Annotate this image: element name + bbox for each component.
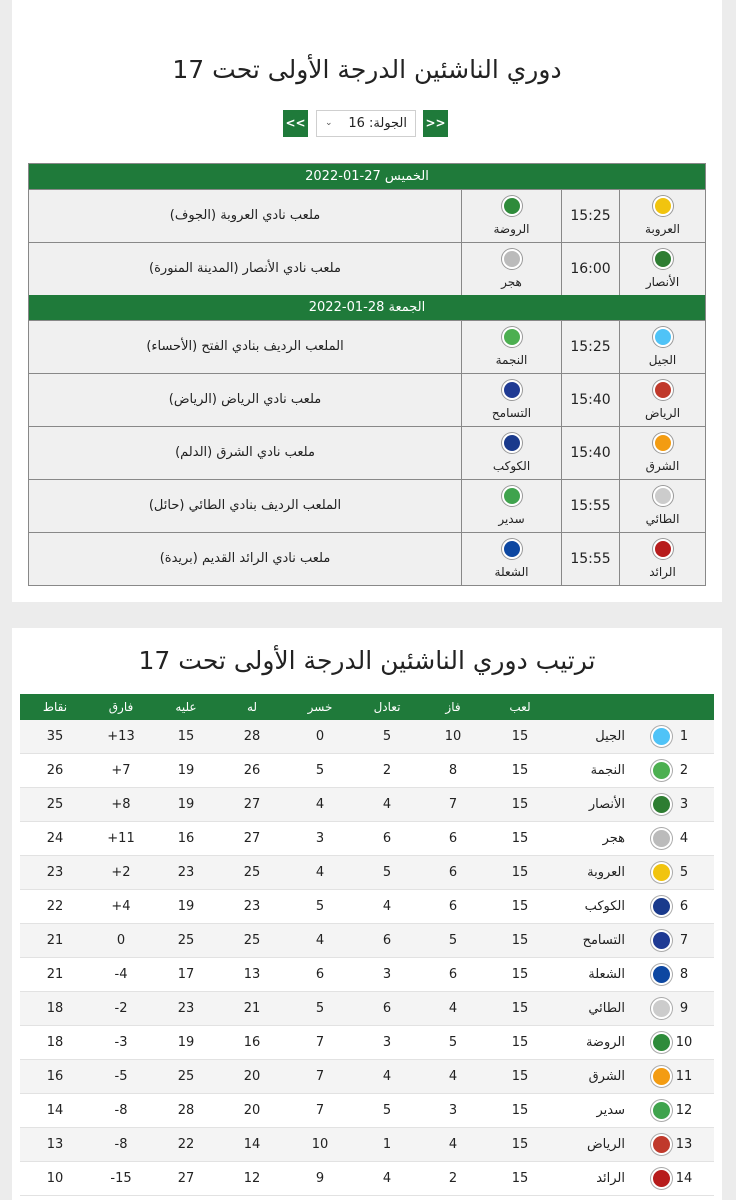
lost: 5 <box>315 763 325 778</box>
position: 4 <box>679 831 689 846</box>
played: 15 <box>511 1137 529 1152</box>
standings-card <box>12 628 722 1200</box>
position: 7 <box>679 933 689 948</box>
away-team-cell[interactable] <box>461 190 561 242</box>
points: 24 <box>46 831 64 846</box>
played: 15 <box>511 899 529 914</box>
lost: 7 <box>315 1035 325 1050</box>
home-team-logo <box>653 486 673 506</box>
home-team-name: الشرق <box>645 459 680 473</box>
away-team-cell[interactable] <box>461 321 561 373</box>
match-row[interactable] <box>29 373 705 426</box>
team-logo <box>651 964 672 985</box>
goals-against: 16 <box>177 831 195 846</box>
position: 8 <box>679 967 689 982</box>
standings-row[interactable] <box>20 856 714 890</box>
away-team-cell[interactable] <box>461 427 561 479</box>
won: 6 <box>448 899 458 914</box>
team-name[interactable]: التسامح <box>582 933 625 948</box>
goals-for: 16 <box>243 1035 261 1050</box>
position: 1 <box>679 729 689 744</box>
team-logo <box>651 1032 672 1053</box>
fixture-date-row: الجمعة 28-01-2022 <box>29 295 705 320</box>
header-points: نقاط <box>42 700 68 714</box>
away-team-cell[interactable] <box>461 374 561 426</box>
played: 15 <box>511 967 529 982</box>
team-name[interactable]: الروضة <box>585 1035 625 1050</box>
goals-against: 19 <box>177 899 195 914</box>
home-team-logo <box>653 433 673 453</box>
header-won: فاز <box>445 700 461 714</box>
away-team-name: الشعلة <box>494 565 529 579</box>
away-team-name: سدير <box>498 512 525 526</box>
drawn: 6 <box>382 1001 392 1016</box>
goal-difference: +8 <box>111 797 131 812</box>
lost: 5 <box>315 1001 325 1016</box>
goal-difference: +7 <box>111 763 131 778</box>
standings-row[interactable] <box>20 1128 714 1162</box>
goals-for: 26 <box>243 763 261 778</box>
team-name[interactable]: الطائي <box>588 1001 625 1016</box>
header-drawn: تعادل <box>373 700 401 714</box>
drawn: 6 <box>382 831 392 846</box>
lost: 4 <box>315 933 325 948</box>
match-venue: الملعب الرديف بنادي الفتح (الأحساء) <box>146 339 344 354</box>
goal-difference: -15 <box>110 1171 132 1186</box>
standings-title: ترتيب دوري الناشئين الدرجة الأولى تحت 17 <box>138 646 596 675</box>
drawn: 4 <box>382 797 392 812</box>
away-team-logo <box>502 196 522 216</box>
position: 6 <box>679 899 689 914</box>
lost: 4 <box>315 797 325 812</box>
played: 15 <box>511 763 529 778</box>
chevron-down-icon: ⌄ <box>325 118 333 128</box>
won: 7 <box>448 797 458 812</box>
team-name[interactable]: الرياض <box>586 1137 625 1152</box>
match-row[interactable] <box>29 242 705 295</box>
won: 4 <box>448 1001 458 1016</box>
position: 12 <box>675 1103 693 1118</box>
round-selector-bar <box>12 110 722 138</box>
drawn: 5 <box>382 865 392 880</box>
home-team-cell[interactable] <box>619 533 705 585</box>
match-venue: ملعب نادي الشرق (الدلم) <box>175 445 315 460</box>
away-team-name: التسامح <box>491 406 532 420</box>
team-name[interactable]: النجمة <box>590 763 625 778</box>
goal-difference: -4 <box>114 967 128 982</box>
points: 13 <box>46 1137 64 1152</box>
goals-for: 27 <box>243 797 261 812</box>
played: 15 <box>511 1069 529 1084</box>
drawn: 4 <box>382 1171 392 1186</box>
goals-for: 20 <box>243 1069 261 1084</box>
header-lost: خسر <box>307 700 333 714</box>
position: 2 <box>679 763 689 778</box>
home-team-name: العروبة <box>645 222 680 236</box>
goals-against: 19 <box>177 1035 195 1050</box>
match-row[interactable] <box>29 189 705 242</box>
away-team-cell[interactable] <box>461 480 561 532</box>
goals-for: 23 <box>243 899 261 914</box>
team-name[interactable]: العروبة <box>587 865 625 880</box>
standings-row[interactable] <box>20 720 714 754</box>
home-team-name: الأنصار <box>645 275 680 289</box>
standings-row[interactable] <box>20 1060 714 1094</box>
team-logo <box>651 1066 672 1087</box>
standings-row[interactable] <box>20 754 714 788</box>
goals-for: 12 <box>243 1171 261 1186</box>
won: 6 <box>448 865 458 880</box>
goals-against: 25 <box>177 933 195 948</box>
standings-row[interactable] <box>20 822 714 856</box>
fixtures-title: دوري الناشئين الدرجة الأولى تحت 17 <box>172 55 562 84</box>
team-name[interactable]: الرائد <box>596 1171 625 1186</box>
home-team-logo <box>653 327 673 347</box>
position: 13 <box>675 1137 693 1152</box>
away-team-name: الكوكب <box>492 459 531 473</box>
played: 15 <box>511 831 529 846</box>
goals-against: 15 <box>177 729 195 744</box>
match-time: 15:55 <box>561 480 619 532</box>
played: 15 <box>511 865 529 880</box>
team-logo <box>651 760 672 781</box>
team-logo <box>651 1168 672 1189</box>
drawn: 5 <box>382 1103 392 1118</box>
standings-row[interactable] <box>20 992 714 1026</box>
home-team-cell[interactable] <box>619 190 705 242</box>
home-team-logo <box>653 196 673 216</box>
team-name[interactable]: هجر <box>602 831 625 846</box>
home-team-name: الرياض <box>644 406 681 420</box>
drawn: 6 <box>382 933 392 948</box>
lost: 4 <box>315 865 325 880</box>
match-venue: الملعب الرديف بنادي الطائي (حائل) <box>148 498 342 513</box>
points: 25 <box>46 797 64 812</box>
won: 6 <box>448 967 458 982</box>
team-logo <box>651 930 672 951</box>
away-team-logo <box>502 539 522 559</box>
team-logo <box>651 794 672 815</box>
goals-for: 25 <box>243 865 261 880</box>
goal-difference: -8 <box>114 1137 128 1152</box>
goal-difference: -5 <box>114 1069 128 1084</box>
lost: 3 <box>315 831 325 846</box>
goal-difference: +13 <box>107 729 135 744</box>
team-name[interactable]: الكوكب <box>584 899 625 914</box>
match-time: 15:25 <box>561 321 619 373</box>
goal-difference: -8 <box>114 1103 128 1118</box>
goals-for: 21 <box>243 1001 261 1016</box>
round-select-label: الجولة: 16 <box>348 116 407 131</box>
played: 15 <box>511 729 529 744</box>
header-goals-against: عليه <box>175 700 197 714</box>
points: 14 <box>46 1103 64 1118</box>
match-venue: ملعب نادي الرائد القديم (بريدة) <box>159 551 331 566</box>
won: 6 <box>448 831 458 846</box>
header-played: لعب <box>509 700 531 714</box>
away-team-name: هجر <box>501 275 522 289</box>
played: 15 <box>511 1171 529 1186</box>
won: 5 <box>448 1035 458 1050</box>
round-select[interactable] <box>316 110 416 137</box>
home-team-logo <box>653 249 673 269</box>
position: 11 <box>675 1069 693 1084</box>
won: 10 <box>444 729 462 744</box>
played: 15 <box>511 1035 529 1050</box>
played: 15 <box>511 933 529 948</box>
match-time: 15:55 <box>561 533 619 585</box>
goal-difference: +11 <box>107 831 135 846</box>
team-logo <box>651 726 672 747</box>
home-team-cell[interactable] <box>619 374 705 426</box>
match-time: 16:00 <box>561 243 619 295</box>
played: 15 <box>511 1001 529 1016</box>
standings-header-row <box>20 694 714 720</box>
position: 9 <box>679 1001 689 1016</box>
match-row[interactable] <box>29 532 705 585</box>
goals-against: 27 <box>177 1171 195 1186</box>
points: 10 <box>46 1171 64 1186</box>
standings-row[interactable] <box>20 1026 714 1060</box>
away-team-name: النجمة <box>495 353 528 367</box>
fixtures-table <box>28 163 706 586</box>
home-team-cell[interactable] <box>619 243 705 295</box>
home-team-cell[interactable] <box>619 480 705 532</box>
points: 21 <box>46 967 64 982</box>
goal-difference: +4 <box>111 899 131 914</box>
match-time: 15:25 <box>561 190 619 242</box>
goals-against: 19 <box>177 797 195 812</box>
home-team-name: الطائي <box>645 512 680 526</box>
goals-against: 28 <box>177 1103 195 1118</box>
points: 22 <box>46 899 64 914</box>
away-team-logo <box>502 249 522 269</box>
home-team-logo <box>653 539 673 559</box>
position: 3 <box>679 797 689 812</box>
team-logo <box>651 1100 672 1121</box>
goals-against: 25 <box>177 1069 195 1084</box>
fixture-date-row: الخميس 27-01-2022 <box>29 164 705 189</box>
standings-row[interactable] <box>20 924 714 958</box>
points: 35 <box>46 729 64 744</box>
match-venue: ملعب نادي الأنصار (المدينة المنورة) <box>149 261 341 276</box>
home-team-name: الرائد <box>649 565 676 579</box>
lost: 6 <box>315 967 325 982</box>
lost: 7 <box>315 1103 325 1118</box>
standings-row[interactable] <box>20 788 714 822</box>
team-logo <box>651 998 672 1019</box>
goal-difference: 0 <box>116 933 126 948</box>
team-logo <box>651 828 672 849</box>
lost: 5 <box>315 899 325 914</box>
away-team-logo <box>502 327 522 347</box>
lost: 0 <box>315 729 325 744</box>
goal-difference: -3 <box>114 1035 128 1050</box>
team-logo <box>651 896 672 917</box>
home-team-name: الجيل <box>648 353 677 367</box>
away-team-cell[interactable] <box>461 533 561 585</box>
home-team-logo <box>653 380 673 400</box>
away-team-name: الروضة <box>493 222 530 236</box>
played: 15 <box>511 1103 529 1118</box>
match-time: 15:40 <box>561 374 619 426</box>
standings-row[interactable] <box>20 1162 714 1196</box>
won: 2 <box>448 1171 458 1186</box>
previous-round-button[interactable]: >> <box>423 110 448 137</box>
header-goals-for: له <box>246 700 258 714</box>
played: 15 <box>511 797 529 812</box>
drawn: 5 <box>382 729 392 744</box>
points: 18 <box>46 1035 64 1050</box>
goal-difference: -2 <box>114 1001 128 1016</box>
match-venue: ملعب نادي الرياض (الرياض) <box>168 392 322 407</box>
goals-against: 23 <box>177 865 195 880</box>
won: 4 <box>448 1069 458 1084</box>
position: 5 <box>679 865 689 880</box>
match-row[interactable] <box>29 320 705 373</box>
lost: 10 <box>311 1137 329 1152</box>
position: 14 <box>675 1171 693 1186</box>
team-logo <box>651 862 672 883</box>
team-name[interactable]: الأنصار <box>588 797 625 812</box>
points: 21 <box>46 933 64 948</box>
goals-against: 19 <box>177 763 195 778</box>
goals-for: 20 <box>243 1103 261 1118</box>
points: 26 <box>46 763 64 778</box>
standings-row[interactable] <box>20 958 714 992</box>
away-team-logo <box>502 433 522 453</box>
goal-difference: +2 <box>111 865 131 880</box>
team-logo <box>651 1134 672 1155</box>
team-name[interactable]: الجيل <box>595 729 625 744</box>
lost: 9 <box>315 1171 325 1186</box>
goals-for: 25 <box>243 933 261 948</box>
match-venue: ملعب نادي العروبة (الجوف) <box>169 208 321 223</box>
header-goal-difference: فارق <box>108 700 134 714</box>
match-time: 15:40 <box>561 427 619 479</box>
won: 5 <box>448 933 458 948</box>
goals-against: 17 <box>177 967 195 982</box>
team-name[interactable]: سدير <box>596 1103 625 1118</box>
drawn: 4 <box>382 1069 392 1084</box>
match-row[interactable] <box>29 426 705 479</box>
standings-row[interactable] <box>20 890 714 924</box>
goals-for: 14 <box>243 1137 261 1152</box>
drawn: 3 <box>382 1035 392 1050</box>
fixtures-card <box>12 0 722 602</box>
points: 23 <box>46 865 64 880</box>
match-row[interactable] <box>29 479 705 532</box>
goals-against: 22 <box>177 1137 195 1152</box>
drawn: 3 <box>382 967 392 982</box>
drawn: 1 <box>382 1137 392 1152</box>
away-team-logo <box>502 380 522 400</box>
won: 4 <box>448 1137 458 1152</box>
position: 10 <box>675 1035 693 1050</box>
points: 18 <box>46 1001 64 1016</box>
standings-row[interactable] <box>20 1094 714 1128</box>
goals-against: 23 <box>177 1001 195 1016</box>
away-team-cell[interactable] <box>461 243 561 295</box>
points: 16 <box>46 1069 64 1084</box>
goals-for: 13 <box>243 967 261 982</box>
drawn: 2 <box>382 763 392 778</box>
goals-for: 28 <box>243 729 261 744</box>
team-name[interactable]: الشرق <box>588 1069 625 1084</box>
next-round-button[interactable]: << <box>283 110 308 137</box>
team-name[interactable]: الشعلة <box>588 967 625 982</box>
drawn: 4 <box>382 899 392 914</box>
won: 8 <box>448 763 458 778</box>
home-team-cell[interactable] <box>619 321 705 373</box>
away-team-logo <box>502 486 522 506</box>
won: 3 <box>448 1103 458 1118</box>
standings-table <box>20 694 714 1196</box>
home-team-cell[interactable] <box>619 427 705 479</box>
lost: 7 <box>315 1069 325 1084</box>
goals-for: 27 <box>243 831 261 846</box>
